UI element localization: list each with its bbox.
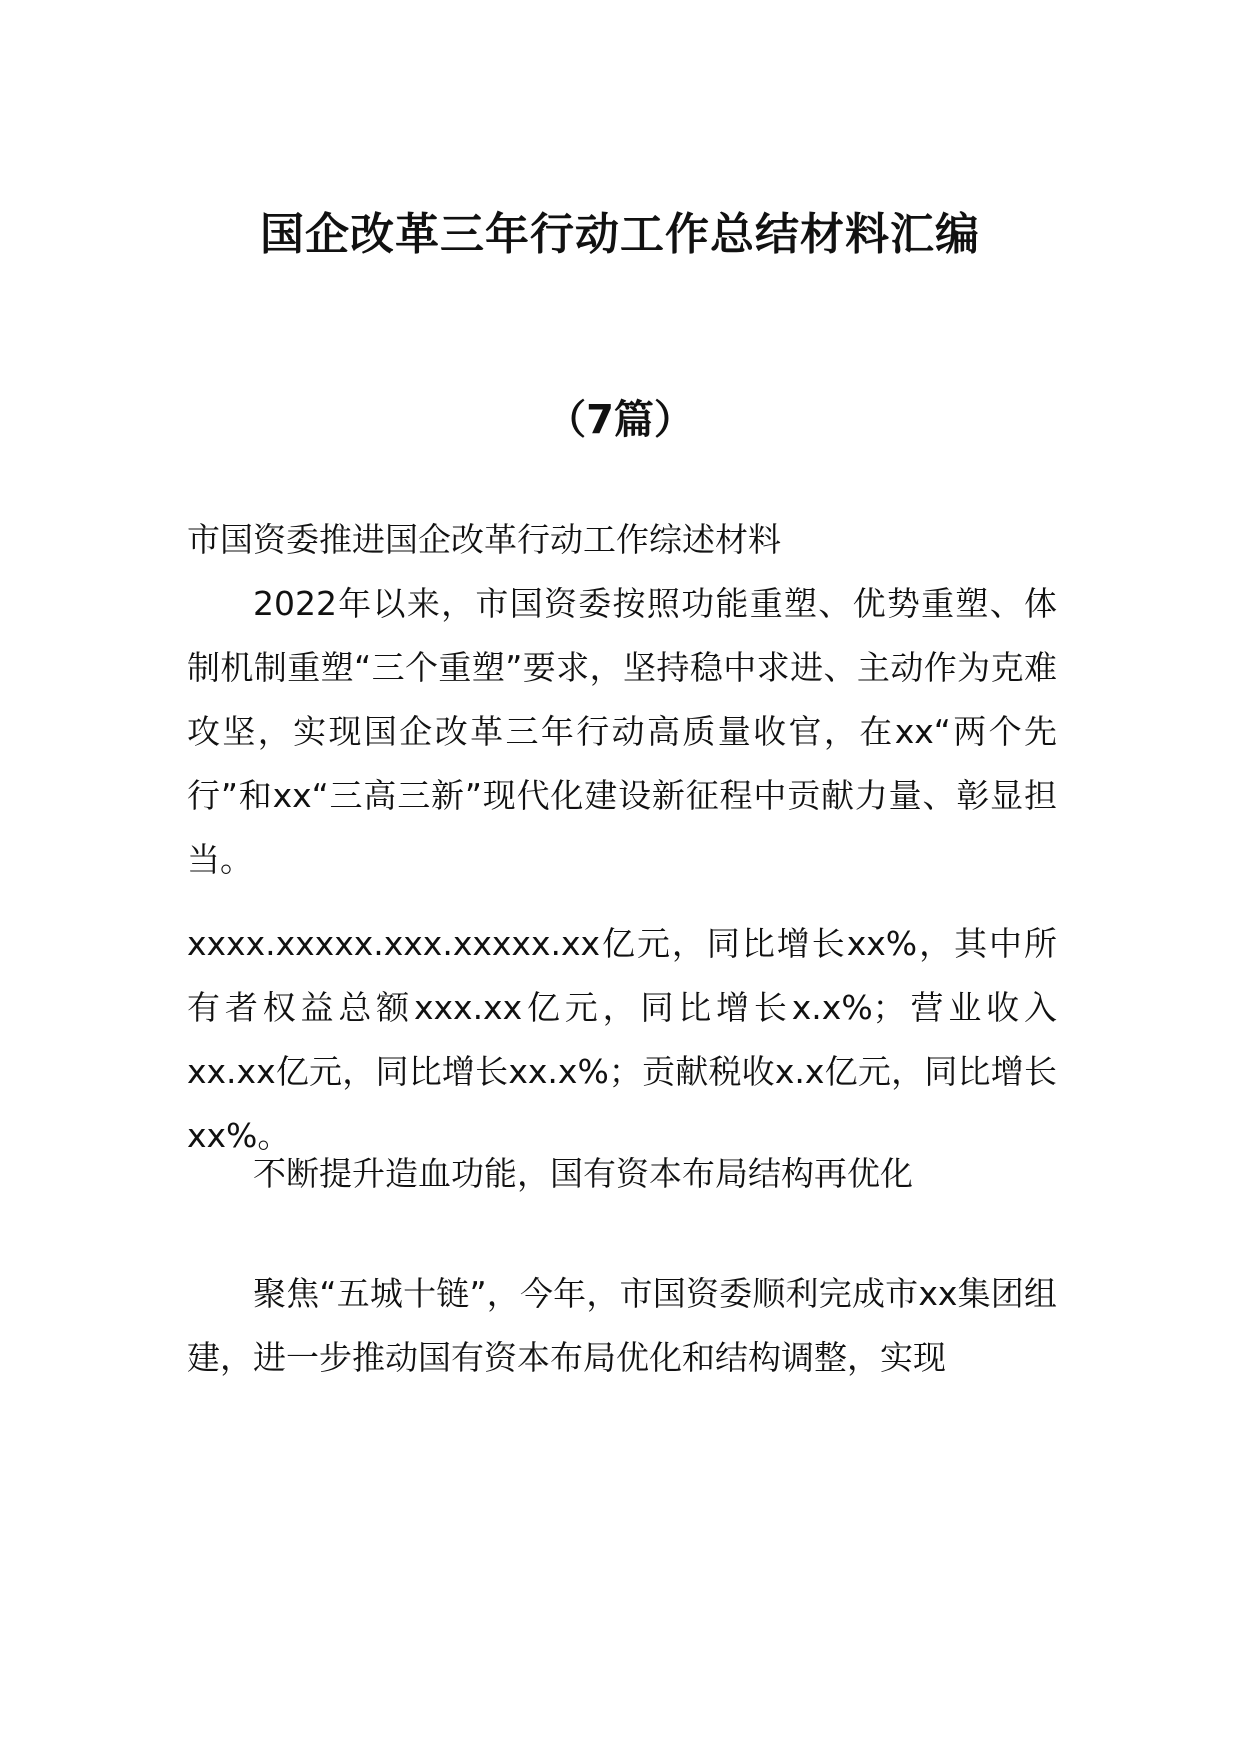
- document-subtitle: （7篇）: [546, 397, 694, 443]
- paragraph-intro: 2022年以来，市国资委按照功能重塑、优势重塑、体制机制重塑“三个重塑”要求，坚持稳中求进、主动作为克难攻坚，实现国企改革三年行动高质量收官，在xx“两个先行”和xx“三高三新”现代化建设新征程中贡献力量、彰显担当。: [187, 584, 1057, 879]
- paragraph-statistics: xxxx.xxxxx.xxx.xxxxx.xx亿元，同比增长xx%，其中所有者权益总额xxx.xx亿元，同比增长x.x%；营业收入xx.xx亿元，同比增长xx.x%；贡献税收x.x亿元，同比增长xx%。: [187, 924, 1057, 1155]
- subheading: 不断提升造血功能，国有资本布局结构再优化: [253, 1154, 913, 1193]
- document-title: 国企改革三年行动工作总结材料汇编: [260, 209, 980, 260]
- section-title: 市国资委推进国企改革行动工作综述材料: [187, 520, 781, 559]
- paragraph-focus: 聚焦“五城十链”，今年，市国资委顺利完成市xx集团组建，进一步推动国有资本布局优化和结构调整，实现: [187, 1274, 1057, 1377]
